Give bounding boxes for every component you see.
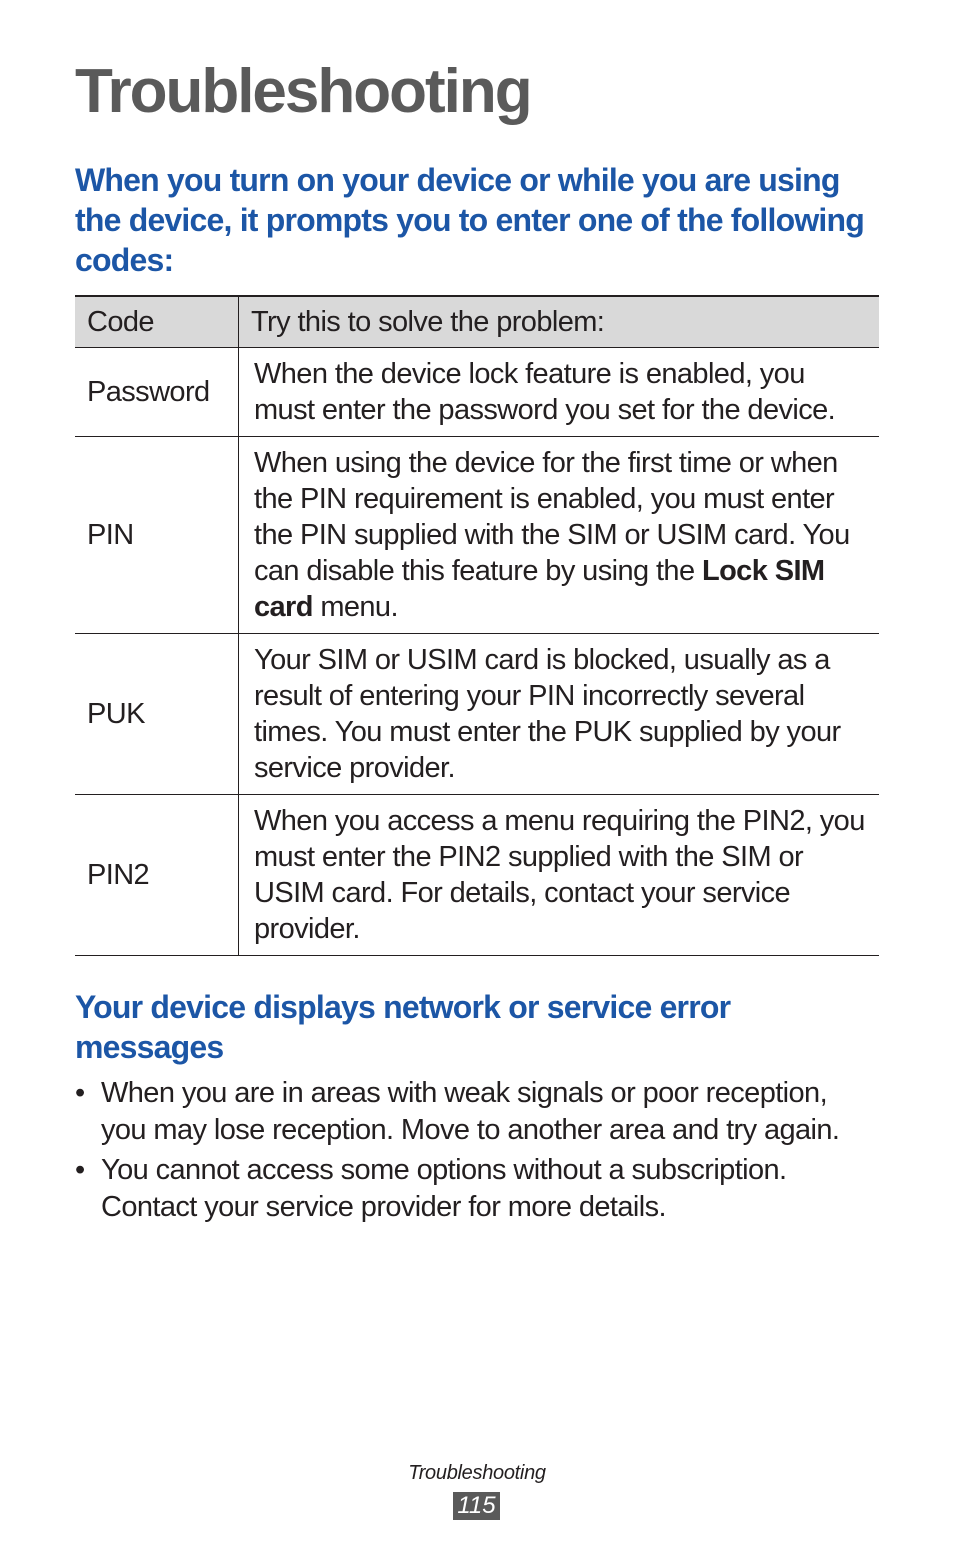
code-cell: PIN2 — [75, 795, 239, 956]
description-cell: When you access a menu requiring the PIN2, you must enter the PIN2 supplied with the SIM or USIM card. For details, contact your service provider. — [239, 795, 880, 956]
bullet-icon: • — [75, 1077, 85, 1109]
table-header-row — [75, 296, 879, 348]
menu-name-bold: Lock SIM card — [254, 555, 825, 623]
table-row — [75, 634, 879, 795]
code-cell: PUK — [75, 634, 239, 795]
table-row — [75, 437, 879, 634]
description-text: menu. — [312, 591, 398, 623]
section-heading-network-errors: Your device displays network or service error messages — [75, 989, 731, 1065]
section-heading-codes: When you turn on your device or while you are using the device, it prompts you to enter one of the following codes: — [75, 162, 865, 278]
description-cell: When the device lock feature is enabled, you must enter the password you set for the device. — [239, 348, 880, 437]
description-text: When using the device for the first time or when the PIN requirement is enabled, you must enter the PIN supplied with the SIM or USIM card. You can disable this feature by using the — [254, 447, 850, 587]
list-item — [75, 1075, 875, 1148]
page-title: Troubleshooting — [75, 57, 531, 126]
table-row — [75, 348, 879, 437]
table-row — [75, 795, 879, 956]
footer-section-label: Troubleshooting — [408, 1462, 546, 1484]
description-cell: Your SIM or USIM card is blocked, usually as a result of entering your PIN incorrectly several times. You must enter the PUK supplied by your service provider. — [239, 634, 880, 795]
description-cell — [239, 437, 880, 634]
code-cell: PIN — [75, 437, 239, 634]
codes-table — [75, 295, 879, 956]
list-item — [75, 1152, 875, 1225]
page-number: 115 — [453, 1492, 500, 1520]
code-cell: Password — [75, 348, 239, 437]
bullet-icon: • — [75, 1154, 85, 1186]
column-header-code: Code — [75, 296, 239, 348]
list-item-text: You cannot access some options without a subscription. Contact your service provider for more details. — [101, 1154, 787, 1223]
list-item-text: When you are in areas with weak signals or poor reception, you may lose reception. Move to another area and try again. — [101, 1077, 840, 1146]
column-header-solution: Try this to solve the problem: — [239, 296, 880, 348]
error-tips-list — [75, 1075, 875, 1229]
